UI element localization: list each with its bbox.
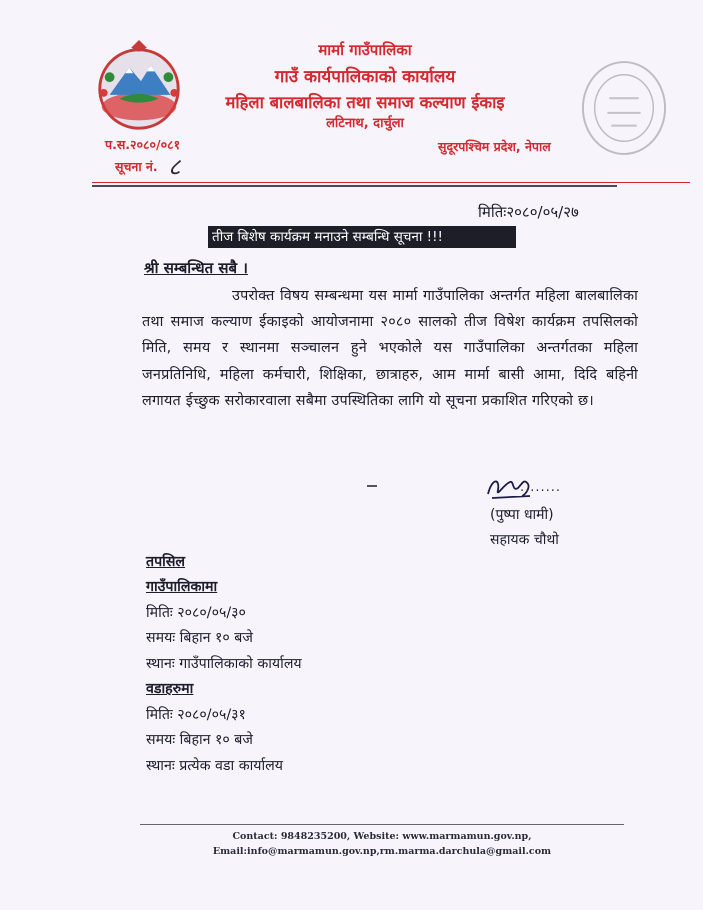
municipality-schedule-heading: गाउँपालिकामा: [146, 579, 218, 595]
municipality-schedule-time: समयः बिहान १० बजे: [146, 630, 253, 646]
stray-mark: [367, 485, 377, 487]
municipality-schedule-place: स्थानः गाउँपालिकाको कार्यालय: [146, 656, 302, 672]
ward-schedule-time: समयः बिहान १० बजे: [146, 732, 253, 748]
nepal-emblem-icon: [90, 38, 188, 136]
office-address: लटिनाथ, दार्चुला: [326, 116, 404, 131]
notice-date: मितिः२०८०/०५/२७: [478, 203, 579, 221]
footer-contact: Contact: 9848235200, Website: www.marmamun.gov.np,: [232, 831, 532, 842]
province-name: सुदूरपश्चिम प्रदेश, नेपाल: [438, 139, 551, 154]
unit-name: महिला बालबालिका तथा समाज कल्याण ईकाइ: [225, 93, 505, 112]
notice-number: ८: [168, 153, 181, 181]
municipality-name: मार्मा गाउँपालिका: [318, 41, 412, 59]
notice-body: उपरोक्त विषय सम्बन्धमा यस मार्मा गाउँपालिका अन्तर्गत महिला बालबालिका तथा समाज कल्याण ईकाइको आयोजनामा २०८० सालको तीज विषेश कार्यक्रम तपसिलको मिति, समय र स्थानमा सञ्चालन हुने भएकोले यस गाउँपालिका अन्तर्गतका महिला जनप्रतिनिधि, महिला कर्मचारी, शिक्षिका, छात्राहरु, आम मार्मा बासी आमा, दिदि बहिनी लगायत ईच्छुक सरोकारवाला सबैमा उपस्थितिका लागि यो सूचना प्रकाशित गरिएको छ।: [142, 288, 638, 409]
reference-number: प.स.२०८०/०८१: [105, 137, 181, 152]
schedule-heading: तपसिल: [146, 554, 186, 570]
municipality-schedule-date: मितिः २०८०/०५/३०: [146, 605, 246, 621]
signature-dots: ........: [520, 480, 562, 495]
notice-number-label: सूचना नं.: [115, 159, 158, 174]
ward-schedule-date: मितिः २०८०/०५/३१: [146, 707, 246, 723]
header-divider: [92, 185, 617, 187]
footer-divider: [140, 824, 624, 825]
office-name: गाउँ कार्यपालिकाको कार्यालय: [274, 67, 456, 87]
signatory-title: सहायक चौथो: [490, 532, 559, 548]
salutation: श्री सम्बन्धित सबै ।: [144, 259, 248, 277]
notice-subject: तीज बिशेष कार्यक्रम मनाउने सम्बन्धि सूचना !!!: [208, 226, 516, 248]
ward-schedule-heading: वडाहरुमा: [146, 681, 194, 697]
footer-email: Email:info@marmamun.gov.np,rm.marma.darchula@gmail.com: [212, 846, 552, 857]
office-stamp-icon: [580, 58, 668, 158]
ward-schedule-place: स्थानः प्रत्येक वडा कार्यालय: [146, 758, 284, 774]
header-red-divider: [92, 182, 690, 183]
signatory-name: (पुष्पा धामी): [490, 507, 554, 523]
